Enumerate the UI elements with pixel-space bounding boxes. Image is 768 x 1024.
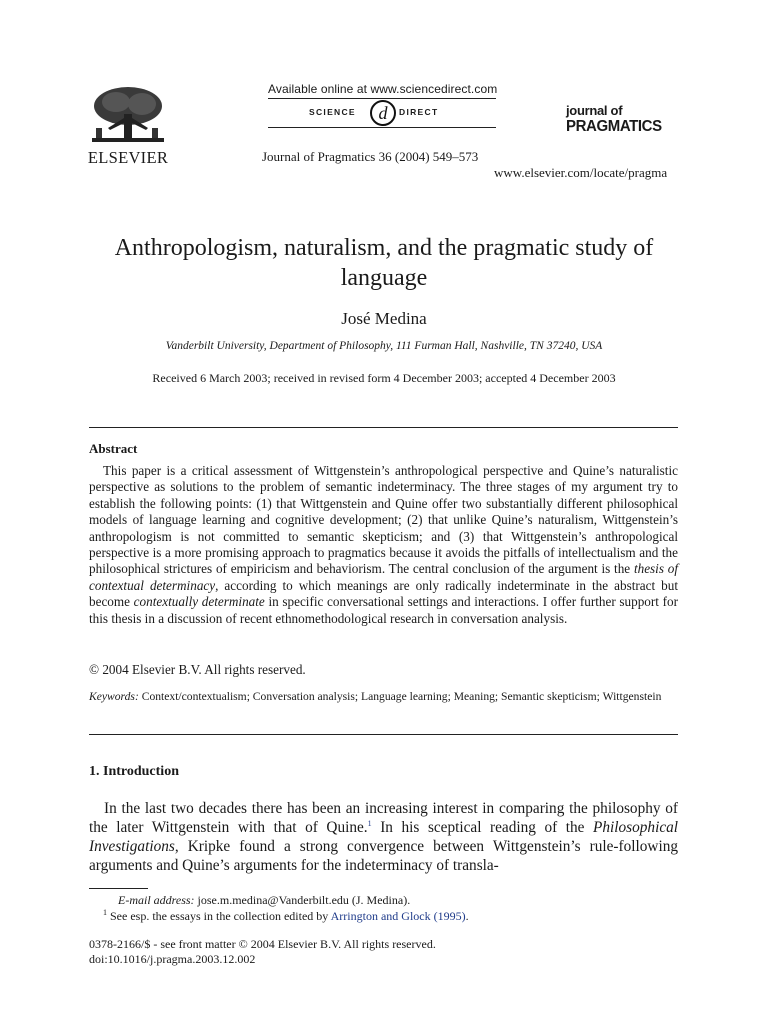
divider-bottom [89, 734, 678, 735]
introduction-paragraph [89, 799, 678, 875]
abstract-paragraph [89, 463, 678, 627]
keywords-label: Keywords: [89, 690, 139, 703]
abstract-copyright: © 2004 Elsevier B.V. All rights reserved. [89, 662, 306, 677]
email-value[interactable]: jose.m.medina@Vanderbilt.edu (J. Medina). [197, 893, 411, 907]
journal-logo-line1: journal of [566, 103, 623, 118]
footnote-rule [89, 888, 148, 889]
journal-citation: Journal of Pragmatics 36 (2004) 549–573 [262, 149, 479, 164]
elsevier-logo [86, 84, 170, 166]
sciencedirect-science-word: SCIENCE [309, 107, 356, 117]
divider-top [89, 427, 678, 428]
intro-text-3: , Kripke found a strong convergence between Wittgenstein’s rule-following arguments and Quine’s arguments for the indeterminacy of transla- [89, 838, 678, 874]
intro-text-2: In his sceptical reading of the [371, 819, 594, 836]
svg-text:d: d [378, 103, 388, 123]
footnote-1 [103, 909, 469, 924]
abstract-text-2: , according to which meanings are only radically indeterminate in the abstract but become [89, 577, 678, 610]
keywords [89, 689, 678, 704]
section-heading-introduction: 1. Introduction [89, 764, 179, 779]
elsevier-wordmark: ELSEVIER [87, 148, 169, 167]
journal-logo-line2: PRAGMATICS [566, 117, 662, 136]
email-label: E-mail address: [118, 893, 195, 907]
author-name: José Medina [341, 309, 427, 328]
author-affiliation: Vanderbilt University, Department of Philosophy, 111 Furman Hall, Nashville, TN 37240, USA [165, 340, 603, 352]
journal-logo [566, 104, 678, 136]
footnote-1-end: . [465, 909, 469, 923]
abstract-text-3: in specific conversational settings and interactions. I offer further support for this thesis in a discussion of recent ethnomethodological research in conversation analysis. [89, 594, 678, 626]
article-title: Anthropologism, naturalism, and the pragmatic study of language [114, 235, 654, 291]
abstract-italic-term-1: thesis of contextual determinacy [89, 561, 679, 593]
journal-url[interactable]: www.elsevier.com/locate/pragma [494, 165, 668, 180]
sciencedirect-direct-word: DIRECT [399, 107, 439, 117]
received-dates: Received 6 March 2003; received in revised form 4 December 2003; accepted 4 December 2003 [152, 371, 616, 385]
footnote-1-citation-link[interactable]: Arrington and Glock (1995) [330, 909, 466, 923]
intro-text-1: In the last two decades there has been an increasing interest in comparing the philosophy of the later Wittgenstein with that of Quine. [89, 800, 678, 836]
keywords-list: Context/contextualism; Conversation analysis; Language learning; Meaning; Semantic skepticism; Wittgenstein [141, 690, 662, 703]
sciencedirect-d-icon [367, 98, 399, 128]
intro-italic-title: Philosophical Investigations [89, 819, 679, 855]
abstract-text-1: This paper is a critical assessment of Wittgenstein’s anthropological perspective and Quine’s naturalistic perspective as solutions to the problem of semantic indeterminacy. The three stages of my argument try to establish the following points: (1) that Wittgenstein and Quine offer two substantially different philosophical models of language learning and cognitive development; (2) that unlike Quine’s naturalism, Wittgenstein’s anthropologism is not committed to semantic skepticism; and (3) that Wittgenstein’s anthropological perspective is a more promising approach to pragmatics because it avoids the pitfalls of intellectualism and the philosophical strictures of empiricism and behaviorism. The central conclusion of the argument is the [89, 463, 678, 577]
elsevier-tree-icon [86, 84, 170, 148]
front-matter-line: 0378-2166/$ - see front matter © 2004 Elsevier B.V. All rights reserved. [89, 937, 436, 951]
introduction-body [89, 799, 678, 875]
abstract-body [89, 463, 678, 627]
abstract-italic-term-2: contextually determinate [133, 594, 265, 610]
sciencedirect-logo [268, 98, 496, 128]
footnote-1-text: See esp. the essays in the collection edited by [110, 909, 331, 923]
doi-line[interactable]: doi:10.1016/j.pragma.2003.12.002 [89, 952, 256, 966]
available-online-text: Available online at www.sciencedirect.com [268, 82, 498, 96]
abstract-heading: Abstract [89, 441, 138, 456]
footnote-marker-1[interactable]: 1 [367, 818, 372, 828]
footnote-email [118, 893, 410, 908]
footnote-1-marker: 1 [103, 908, 107, 917]
